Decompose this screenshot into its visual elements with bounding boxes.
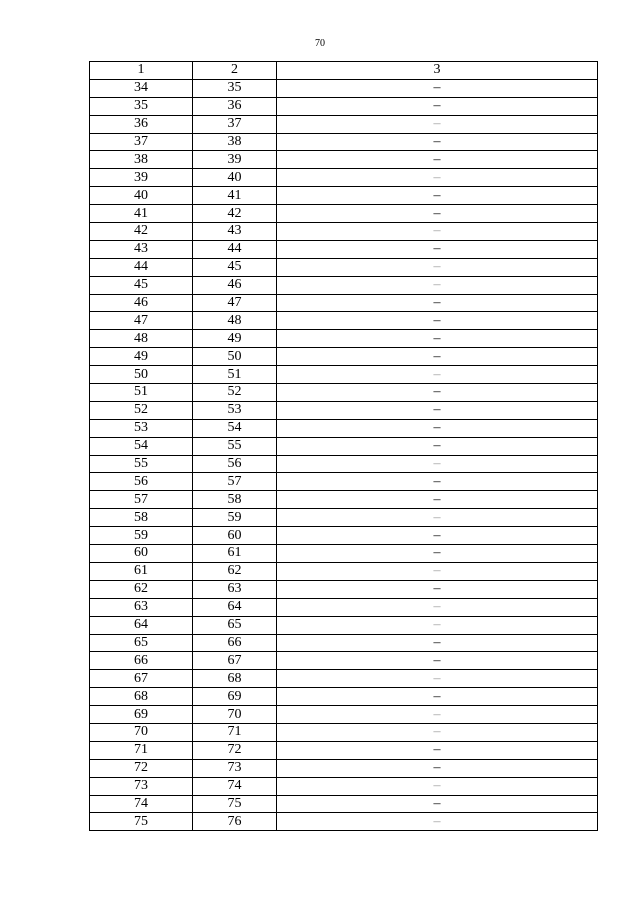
page-number: 70 bbox=[315, 38, 325, 49]
table-cell-col-2: 62 bbox=[193, 562, 277, 580]
table-row bbox=[90, 598, 598, 616]
table-row bbox=[90, 115, 598, 133]
table-cell-col-2: 59 bbox=[193, 509, 277, 527]
table-cell-col-1: 69 bbox=[90, 706, 193, 724]
table-cell-col-3: – bbox=[277, 777, 598, 795]
table-cell-col-3: – bbox=[277, 795, 598, 813]
table-cell-col-2: 71 bbox=[193, 723, 277, 741]
table-row bbox=[90, 759, 598, 777]
table-cell-col-1: 58 bbox=[90, 509, 193, 527]
table-cell-col-2: 72 bbox=[193, 741, 277, 759]
table-cell-col-1: 73 bbox=[90, 777, 193, 795]
table-body bbox=[90, 62, 598, 831]
table-cell-col-3: – bbox=[277, 527, 598, 545]
table-cell-col-3: – bbox=[277, 723, 598, 741]
table-cell-col-1: 75 bbox=[90, 813, 193, 831]
table-cell-col-2: 35 bbox=[193, 79, 277, 97]
table-cell-col-3: – bbox=[277, 348, 598, 366]
table-cell-col-2: 58 bbox=[193, 491, 277, 509]
table-cell-col-1: 62 bbox=[90, 580, 193, 598]
table-row bbox=[90, 187, 598, 205]
table-cell-col-2: 67 bbox=[193, 652, 277, 670]
table-cell-col-1: 40 bbox=[90, 187, 193, 205]
table-cell-col-3: – bbox=[277, 258, 598, 276]
table-cell-col-2: 74 bbox=[193, 777, 277, 795]
table-cell-col-2: 42 bbox=[193, 205, 277, 223]
table-row bbox=[90, 151, 598, 169]
table-cell-col-3: – bbox=[277, 401, 598, 419]
table-cell-col-3: – bbox=[277, 294, 598, 312]
table-row bbox=[90, 741, 598, 759]
table-cell-col-3: – bbox=[277, 187, 598, 205]
table-cell-col-1: 36 bbox=[90, 115, 193, 133]
table-cell-col-1: 72 bbox=[90, 759, 193, 777]
table-cell-col-3: – bbox=[277, 223, 598, 241]
table-row bbox=[90, 634, 598, 652]
table-cell-col-3: – bbox=[277, 652, 598, 670]
table-cell-col-1: 41 bbox=[90, 205, 193, 223]
table-cell-col-3: – bbox=[277, 688, 598, 706]
table-cell-col-1: 65 bbox=[90, 634, 193, 652]
table-cell-col-2: 45 bbox=[193, 258, 277, 276]
table-row bbox=[90, 366, 598, 384]
table-row bbox=[90, 509, 598, 527]
table-cell-col-3: – bbox=[277, 741, 598, 759]
table-cell-col-2: 68 bbox=[193, 670, 277, 688]
table-cell-col-3: – bbox=[277, 598, 598, 616]
data-table bbox=[89, 61, 598, 831]
table-cell-col-3: – bbox=[277, 330, 598, 348]
table-cell-col-1: 57 bbox=[90, 491, 193, 509]
table-cell-col-1: 51 bbox=[90, 384, 193, 402]
table-cell-col-3: – bbox=[277, 616, 598, 634]
table-cell-col-3: – bbox=[277, 276, 598, 294]
table-cell-col-2: 47 bbox=[193, 294, 277, 312]
table-cell-col-2: 56 bbox=[193, 455, 277, 473]
table-cell-col-1: 66 bbox=[90, 652, 193, 670]
table-cell-col-1: 64 bbox=[90, 616, 193, 634]
table-cell-col-3: – bbox=[277, 455, 598, 473]
table-cell-col-2: 75 bbox=[193, 795, 277, 813]
table-cell-col-1: 46 bbox=[90, 294, 193, 312]
table-cell-col-1: 37 bbox=[90, 133, 193, 151]
table-row bbox=[90, 580, 598, 598]
table-cell-col-1: 53 bbox=[90, 419, 193, 437]
table-cell-col-1: 60 bbox=[90, 545, 193, 563]
table-cell-col-2: 39 bbox=[193, 151, 277, 169]
table-cell-col-1: 71 bbox=[90, 741, 193, 759]
table-row bbox=[90, 258, 598, 276]
table-cell-col-1: 38 bbox=[90, 151, 193, 169]
table-cell-col-2: 69 bbox=[193, 688, 277, 706]
table-cell-col-1: 55 bbox=[90, 455, 193, 473]
table-row bbox=[90, 813, 598, 831]
table-cell-col-1: 59 bbox=[90, 527, 193, 545]
table-row bbox=[90, 437, 598, 455]
table-header-row bbox=[90, 62, 598, 80]
table-row bbox=[90, 205, 598, 223]
table-cell-col-1: 68 bbox=[90, 688, 193, 706]
table-cell-col-3: – bbox=[277, 384, 598, 402]
table-row bbox=[90, 223, 598, 241]
table-cell-col-2: 70 bbox=[193, 706, 277, 724]
table-cell-col-2: 61 bbox=[193, 545, 277, 563]
table-cell-col-1: 50 bbox=[90, 366, 193, 384]
table-row bbox=[90, 294, 598, 312]
table-row bbox=[90, 795, 598, 813]
table-cell-col-3: – bbox=[277, 169, 598, 187]
table-row bbox=[90, 473, 598, 491]
table-cell-col-3: – bbox=[277, 670, 598, 688]
table-cell-col-3: – bbox=[277, 580, 598, 598]
table-row bbox=[90, 545, 598, 563]
table-cell-col-2: 53 bbox=[193, 401, 277, 419]
table-row bbox=[90, 401, 598, 419]
table-cell-col-2: 54 bbox=[193, 419, 277, 437]
table-cell-col-2: 36 bbox=[193, 97, 277, 115]
table-row bbox=[90, 670, 598, 688]
table-cell-col-2: 66 bbox=[193, 634, 277, 652]
table-cell-col-2: 49 bbox=[193, 330, 277, 348]
table-row bbox=[90, 706, 598, 724]
table-cell-col-1: 67 bbox=[90, 670, 193, 688]
table-row bbox=[90, 688, 598, 706]
table-cell-col-2: 46 bbox=[193, 276, 277, 294]
table-cell-col-1: 49 bbox=[90, 348, 193, 366]
table-cell-col-1: 47 bbox=[90, 312, 193, 330]
table-cell-col-3: – bbox=[277, 366, 598, 384]
column-header-1: 1 bbox=[90, 62, 193, 80]
table-cell-col-3: – bbox=[277, 79, 598, 97]
table-cell-col-1: 61 bbox=[90, 562, 193, 580]
table-cell-col-3: – bbox=[277, 205, 598, 223]
table-cell-col-1: 39 bbox=[90, 169, 193, 187]
table-cell-col-2: 60 bbox=[193, 527, 277, 545]
table-cell-col-2: 50 bbox=[193, 348, 277, 366]
table-row bbox=[90, 562, 598, 580]
table-row bbox=[90, 133, 598, 151]
table-row bbox=[90, 79, 598, 97]
table-cell-col-1: 54 bbox=[90, 437, 193, 455]
table-row bbox=[90, 169, 598, 187]
table-cell-col-2: 44 bbox=[193, 240, 277, 258]
table-row bbox=[90, 616, 598, 634]
table-cell-col-1: 70 bbox=[90, 723, 193, 741]
table-cell-col-2: 63 bbox=[193, 580, 277, 598]
table-row bbox=[90, 312, 598, 330]
column-header-3: 3 bbox=[277, 62, 598, 80]
table-row bbox=[90, 384, 598, 402]
table-cell-col-3: – bbox=[277, 312, 598, 330]
table-cell-col-1: 56 bbox=[90, 473, 193, 491]
table-cell-col-2: 41 bbox=[193, 187, 277, 205]
table-cell-col-2: 38 bbox=[193, 133, 277, 151]
table-cell-col-3: – bbox=[277, 491, 598, 509]
table-row bbox=[90, 419, 598, 437]
table-row bbox=[90, 330, 598, 348]
table-row bbox=[90, 348, 598, 366]
table-cell-col-3: – bbox=[277, 437, 598, 455]
table-cell-col-1: 45 bbox=[90, 276, 193, 294]
table-cell-col-2: 37 bbox=[193, 115, 277, 133]
table-cell-col-3: – bbox=[277, 706, 598, 724]
table-cell-col-2: 51 bbox=[193, 366, 277, 384]
table-cell-col-3: – bbox=[277, 473, 598, 491]
table-cell-col-1: 63 bbox=[90, 598, 193, 616]
table-cell-col-1: 34 bbox=[90, 79, 193, 97]
table-row bbox=[90, 276, 598, 294]
table-cell-col-1: 35 bbox=[90, 97, 193, 115]
table-cell-col-2: 57 bbox=[193, 473, 277, 491]
table-cell-col-1: 48 bbox=[90, 330, 193, 348]
table-row bbox=[90, 240, 598, 258]
table-row bbox=[90, 777, 598, 795]
table-cell-col-1: 52 bbox=[90, 401, 193, 419]
table-cell-col-3: – bbox=[277, 97, 598, 115]
table-cell-col-2: 64 bbox=[193, 598, 277, 616]
table-row bbox=[90, 97, 598, 115]
table-cell-col-3: – bbox=[277, 562, 598, 580]
table-row bbox=[90, 723, 598, 741]
table-cell-col-3: – bbox=[277, 240, 598, 258]
table-cell-col-3: – bbox=[277, 634, 598, 652]
table-cell-col-3: – bbox=[277, 813, 598, 831]
table-cell-col-3: – bbox=[277, 419, 598, 437]
table-cell-col-2: 48 bbox=[193, 312, 277, 330]
table-cell-col-2: 43 bbox=[193, 223, 277, 241]
table-cell-col-1: 74 bbox=[90, 795, 193, 813]
table-cell-col-2: 40 bbox=[193, 169, 277, 187]
table-row bbox=[90, 527, 598, 545]
table-cell-col-1: 42 bbox=[90, 223, 193, 241]
table-cell-col-3: – bbox=[277, 509, 598, 527]
table-cell-col-3: – bbox=[277, 133, 598, 151]
table-cell-col-3: – bbox=[277, 759, 598, 777]
table-row bbox=[90, 652, 598, 670]
table-row bbox=[90, 455, 598, 473]
table-cell-col-2: 55 bbox=[193, 437, 277, 455]
table-cell-col-3: – bbox=[277, 115, 598, 133]
table-cell-col-2: 65 bbox=[193, 616, 277, 634]
table-cell-col-2: 76 bbox=[193, 813, 277, 831]
table-cell-col-3: – bbox=[277, 545, 598, 563]
column-header-2: 2 bbox=[193, 62, 277, 80]
table-cell-col-1: 43 bbox=[90, 240, 193, 258]
table-cell-col-3: – bbox=[277, 151, 598, 169]
table-cell-col-2: 52 bbox=[193, 384, 277, 402]
table-row bbox=[90, 491, 598, 509]
table-cell-col-2: 73 bbox=[193, 759, 277, 777]
table-cell-col-1: 44 bbox=[90, 258, 193, 276]
